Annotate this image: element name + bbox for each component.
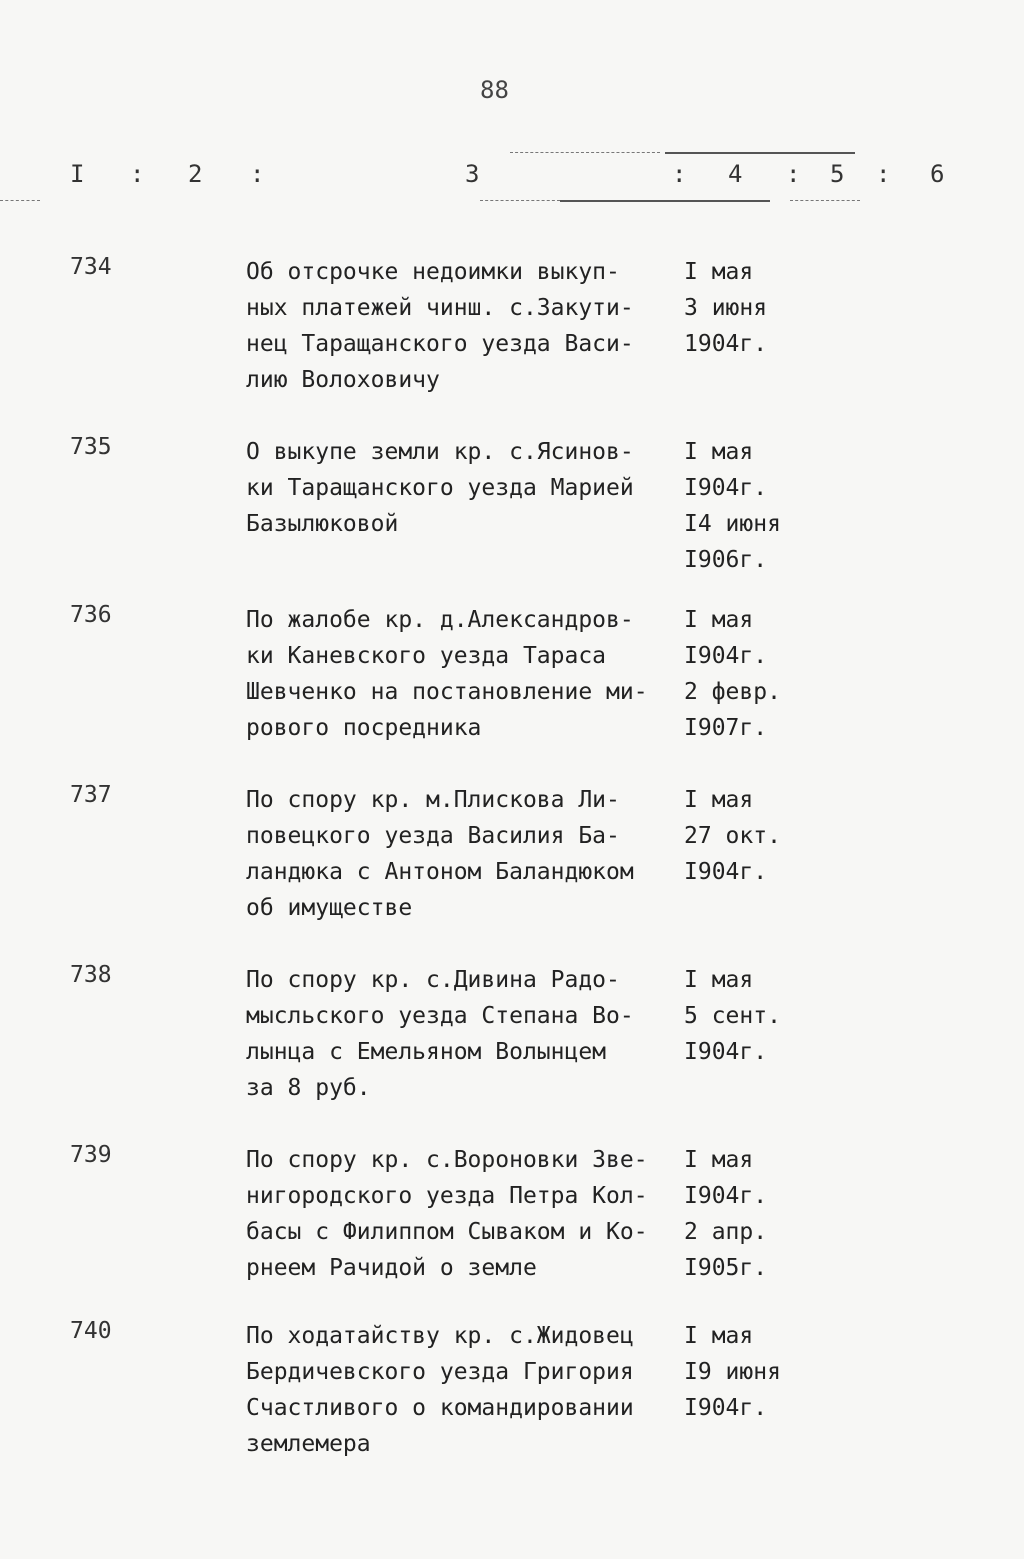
date-line: I904г.: [684, 859, 768, 885]
date-line: I мая: [684, 1147, 754, 1173]
entry-dates: [684, 254, 767, 362]
date-line: I906г.: [684, 547, 768, 573]
date-line: I9 июня: [684, 1359, 781, 1385]
entry-number: 735: [70, 434, 112, 460]
description-line: за 8 руб.: [246, 1075, 371, 1101]
column-separator: :: [876, 160, 891, 188]
entry-dates: [684, 1318, 781, 1426]
date-line: I мая: [684, 259, 754, 285]
description-line: об имуществе: [246, 895, 413, 921]
entry-number: 737: [70, 782, 112, 808]
date-line: 3 июня: [684, 295, 768, 321]
entry-dates: [684, 434, 781, 578]
header-rule-top-right: [665, 152, 855, 154]
column-header-1: I: [70, 160, 85, 188]
page-number: 88: [480, 76, 509, 104]
date-line: 5 сент.: [684, 1003, 781, 1029]
entry-description: [246, 782, 676, 926]
date-line: I907г.: [684, 715, 768, 741]
column-separator: :: [250, 160, 265, 188]
entry-dates: [684, 1142, 767, 1286]
date-line: I4 июня: [684, 511, 781, 537]
column-header-6: 6: [930, 160, 945, 188]
entry-number: 736: [70, 602, 112, 628]
description-line: лынца с Емельяном Волынцем: [246, 1039, 607, 1065]
description-line: нигородского уезда Петра Кол-: [246, 1183, 648, 1209]
description-line: ки Таращанского уезда Марией: [246, 475, 634, 501]
entry-description: [246, 254, 676, 398]
header-rule-bottom: [560, 200, 770, 202]
description-line: ки Каневского уезда Тараса: [246, 643, 607, 669]
description-line: Шевченко на постановление ми-: [246, 679, 648, 705]
description-line: землемера: [246, 1431, 371, 1457]
entry-dates: [684, 602, 781, 746]
date-line: I мая: [684, 439, 754, 465]
date-line: 1904г.: [684, 331, 768, 357]
description-line: По жалобе кр. д.Александров-: [246, 607, 634, 633]
description-line: ных платежей чинш. с.Закути-: [246, 295, 634, 321]
description-line: нец Таращанского уезда Васи-: [246, 331, 634, 357]
column-header-5: 5: [830, 160, 845, 188]
entry-dates: [684, 962, 781, 1070]
description-line: По ходатайству кр. с.Жидовец: [246, 1323, 634, 1349]
entry-description: [246, 602, 676, 746]
description-line: лию Волоховичу: [246, 367, 440, 393]
entry-dates: [684, 782, 781, 890]
description-line: Об отсрочке недоимки выкуп-: [246, 259, 620, 285]
entry-number: 739: [70, 1142, 112, 1168]
description-line: рового посредника: [246, 715, 482, 741]
description-line: По спору кр. с.Дивина Радо-: [246, 967, 620, 993]
entry-description: [246, 962, 676, 1106]
description-line: Бердичевского уезда Григория: [246, 1359, 634, 1385]
entry-number: 740: [70, 1318, 112, 1344]
description-line: повецкого уезда Василия Ба-: [246, 823, 620, 849]
date-line: I904г.: [684, 1039, 768, 1065]
date-line: I мая: [684, 967, 754, 993]
entry-description: [246, 1142, 676, 1286]
entry-number: 738: [70, 962, 112, 988]
date-line: I мая: [684, 1323, 754, 1349]
header-rule-left-stub: [0, 200, 40, 201]
description-line: Базылюковой: [246, 511, 399, 537]
date-line: I904г.: [684, 643, 768, 669]
entry-description: [246, 1318, 676, 1462]
description-line: По спору кр. с.Вороновки Зве-: [246, 1147, 648, 1173]
column-header-2: 2: [188, 160, 203, 188]
header-rule-bottom-left: [480, 200, 560, 201]
description-line: О выкупе земли кр. с.Ясинов-: [246, 439, 634, 465]
column-header-4: 4: [728, 160, 743, 188]
date-line: 2 апр.: [684, 1219, 768, 1245]
date-line: I мая: [684, 787, 754, 813]
date-line: 2 февр.: [684, 679, 781, 705]
date-line: I905г.: [684, 1255, 768, 1281]
description-line: басы с Филиппом Сываком и Ко-: [246, 1219, 648, 1245]
column-separator: :: [786, 160, 801, 188]
description-line: Счастливого о командировании: [246, 1395, 634, 1421]
header-rule-bottom-right: [790, 200, 860, 201]
description-line: мысльского уезда Степана Во-: [246, 1003, 634, 1029]
header-rule-top-left: [510, 152, 660, 153]
description-line: По спору кр. м.Плискова Ли-: [246, 787, 620, 813]
date-line: 27 окт.: [684, 823, 781, 849]
date-line: I мая: [684, 607, 754, 633]
entry-number: 734: [70, 254, 112, 280]
description-line: рнеем Рачидой о земле: [246, 1255, 537, 1281]
entry-description: [246, 434, 676, 542]
description-line: ландюка с Антоном Баландюком: [246, 859, 634, 885]
date-line: I904г.: [684, 475, 768, 501]
date-line: I904г.: [684, 1183, 768, 1209]
date-line: I904г.: [684, 1395, 768, 1421]
column-separator: :: [672, 160, 687, 188]
column-separator: :: [130, 160, 145, 188]
column-header-3: 3: [465, 160, 480, 188]
